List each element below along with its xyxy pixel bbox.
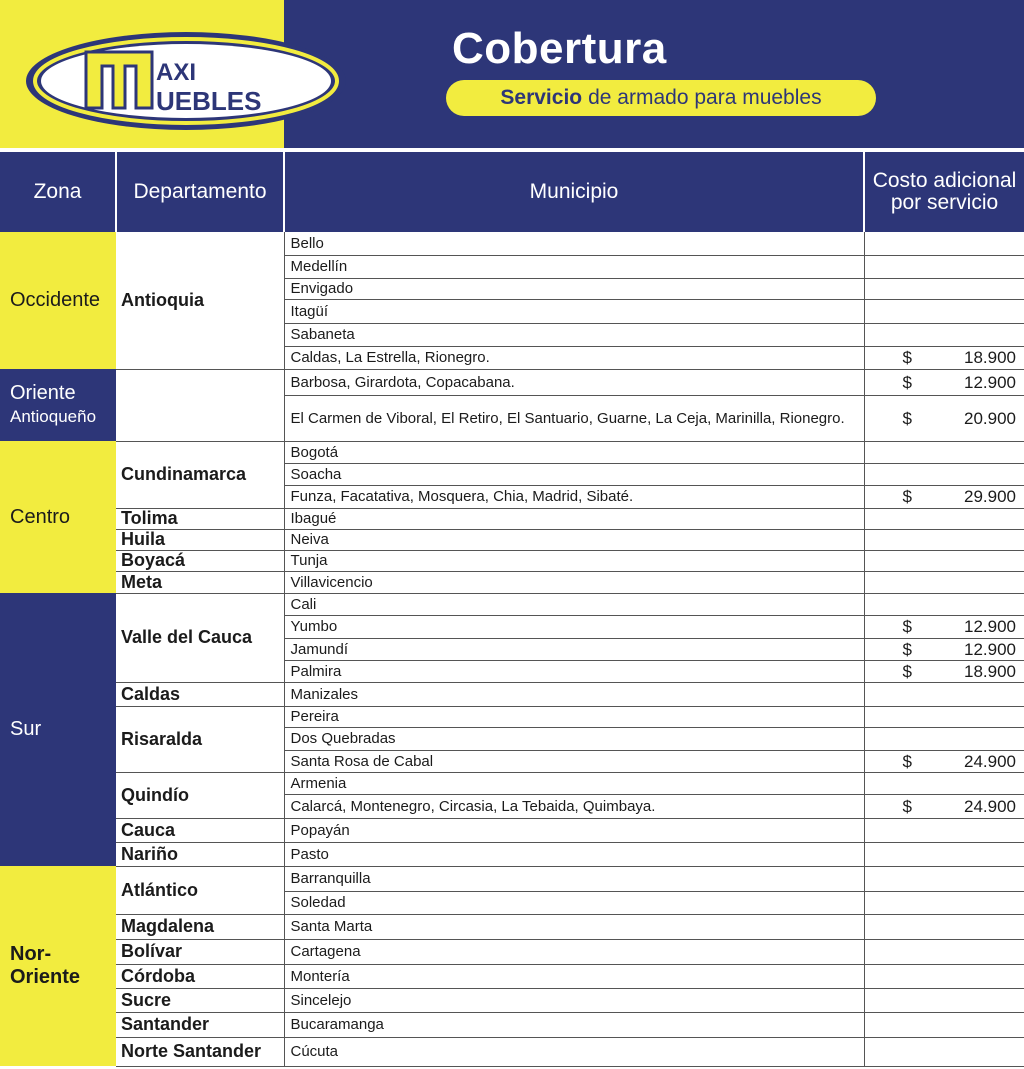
cost-amount: 29.900 bbox=[964, 487, 1016, 506]
cost-cell bbox=[864, 914, 1024, 939]
municipio-cell: Neiva bbox=[284, 529, 864, 550]
cost-cell bbox=[864, 638, 1024, 660]
cost-amount: 20.900 bbox=[964, 408, 1016, 428]
municipio-cell: Barbosa, Girardota, Copacabana. bbox=[284, 369, 864, 395]
table-row bbox=[0, 369, 1024, 395]
municipio-cell: Pasto bbox=[284, 842, 864, 866]
municipio-cell: Soacha bbox=[284, 463, 864, 485]
zone-label: Oriente bbox=[10, 966, 81, 988]
cost-amount: 18.900 bbox=[964, 348, 1016, 367]
cost-cell bbox=[864, 508, 1024, 529]
header-municipio: Municipio bbox=[284, 152, 864, 232]
table-body bbox=[0, 232, 1024, 1066]
cost-value bbox=[903, 798, 1017, 815]
municipio-cell: Popayán bbox=[284, 818, 864, 842]
subtitle-rest: de armado para muebles bbox=[588, 86, 822, 109]
municipio-cell: Palmira bbox=[284, 660, 864, 682]
municipio-cell: Sincelejo bbox=[284, 988, 864, 1012]
departamento-cell: Tolima bbox=[116, 508, 284, 529]
cost-cell bbox=[864, 772, 1024, 794]
departamento-cell: Boyacá bbox=[116, 550, 284, 571]
currency-symbol: $ bbox=[902, 661, 912, 681]
departamento-cell: Sucre bbox=[116, 988, 284, 1012]
municipio-cell: Sabaneta bbox=[284, 323, 864, 346]
zone-cell bbox=[0, 369, 116, 441]
header bbox=[0, 0, 1024, 152]
municipio-cell: Jamundí bbox=[284, 638, 864, 660]
cost-value bbox=[903, 663, 1017, 680]
cost-cell bbox=[864, 485, 1024, 508]
currency-symbol: $ bbox=[902, 408, 912, 428]
cost-value bbox=[903, 753, 1017, 770]
departamento-cell: Magdalena bbox=[116, 914, 284, 939]
municipio-cell: Bogotá bbox=[284, 441, 864, 463]
header-zona: Zona bbox=[0, 152, 116, 232]
currency-symbol: $ bbox=[902, 487, 912, 506]
municipio-cell: Pereira bbox=[284, 706, 864, 727]
zone-label: Sur bbox=[10, 718, 42, 740]
departamento-cell: Atlántico bbox=[116, 866, 284, 914]
header-costo: Costo adicional por servicio bbox=[864, 152, 1024, 232]
table-row bbox=[0, 842, 1024, 866]
currency-symbol: $ bbox=[902, 348, 912, 367]
table-row bbox=[0, 1012, 1024, 1037]
table-row bbox=[0, 818, 1024, 842]
currency-symbol: $ bbox=[902, 372, 912, 392]
departamento-cell: Norte Santander bbox=[116, 1037, 284, 1066]
municipio-cell: Santa Rosa de Cabal bbox=[284, 750, 864, 772]
municipio-cell: Dos Quebradas bbox=[284, 727, 864, 750]
cost-amount: 12.900 bbox=[964, 372, 1016, 392]
zone-label: Oriente bbox=[10, 382, 76, 404]
departamento-cell: Nariño bbox=[116, 842, 284, 866]
table-row bbox=[0, 550, 1024, 571]
cost-amount: 12.900 bbox=[964, 639, 1016, 659]
municipio-cell: Envigado bbox=[284, 278, 864, 299]
cost-cell bbox=[864, 395, 1024, 441]
departamento-cell: Meta bbox=[116, 571, 284, 593]
maxi-muebles-logo bbox=[24, 30, 348, 132]
subtitle-bold: Servicio bbox=[500, 86, 583, 109]
departamento-cell: Risaralda bbox=[116, 706, 284, 772]
cost-cell bbox=[864, 571, 1024, 593]
table-row bbox=[0, 706, 1024, 727]
cost-cell bbox=[864, 682, 1024, 706]
cost-cell bbox=[864, 593, 1024, 615]
currency-symbol: $ bbox=[902, 639, 912, 659]
municipio-cell: Soledad bbox=[284, 891, 864, 914]
table-row bbox=[0, 529, 1024, 550]
header-departamento: Departamento bbox=[116, 152, 284, 232]
departamento-cell: Huila bbox=[116, 529, 284, 550]
zone-cell bbox=[0, 866, 116, 1066]
table-row bbox=[0, 682, 1024, 706]
departamento-cell bbox=[116, 369, 284, 441]
municipio-cell: Bello bbox=[284, 232, 864, 255]
cost-cell bbox=[864, 550, 1024, 571]
cost-cell bbox=[864, 299, 1024, 323]
table-row bbox=[0, 939, 1024, 964]
cost-cell bbox=[864, 988, 1024, 1012]
cost-cell bbox=[864, 818, 1024, 842]
cost-value bbox=[903, 410, 1017, 427]
municipio-cell: Villavicencio bbox=[284, 571, 864, 593]
currency-symbol: $ bbox=[902, 796, 912, 816]
table-row bbox=[0, 571, 1024, 593]
zone-cell bbox=[0, 593, 116, 866]
municipio-cell: Ibagué bbox=[284, 508, 864, 529]
cost-cell bbox=[864, 706, 1024, 727]
municipio-cell: Bucaramanga bbox=[284, 1012, 864, 1037]
departamento-cell: Caldas bbox=[116, 682, 284, 706]
cost-cell bbox=[864, 232, 1024, 255]
cost-value bbox=[903, 349, 1017, 366]
table-row bbox=[0, 964, 1024, 988]
coverage-table bbox=[0, 152, 1024, 1067]
municipio-cell: Itagüí bbox=[284, 299, 864, 323]
cost-cell bbox=[864, 615, 1024, 638]
cost-cell bbox=[864, 794, 1024, 818]
table-row bbox=[0, 914, 1024, 939]
cost-cell bbox=[864, 278, 1024, 299]
table-row bbox=[0, 1037, 1024, 1066]
municipio-cell: Armenia bbox=[284, 772, 864, 794]
cost-value bbox=[903, 641, 1017, 658]
municipio-cell: Medellín bbox=[284, 255, 864, 278]
subtitle-pill bbox=[446, 80, 876, 116]
table-row bbox=[0, 866, 1024, 891]
municipio-cell: Calarcá, Montenegro, Circasia, La Tebaida, Quimbaya. bbox=[284, 794, 864, 818]
departamento-cell: Bolívar bbox=[116, 939, 284, 964]
municipio-cell: Cúcuta bbox=[284, 1037, 864, 1066]
municipio-cell: Caldas, La Estrella, Rionegro. bbox=[284, 346, 864, 369]
municipio-cell: Yumbo bbox=[284, 615, 864, 638]
municipio-cell: Cartagena bbox=[284, 939, 864, 964]
cost-value bbox=[903, 618, 1017, 635]
table-header-row bbox=[0, 152, 1024, 232]
logo-text-top: AXI bbox=[156, 59, 197, 86]
table-row bbox=[0, 772, 1024, 794]
municipio-cell: Montería bbox=[284, 964, 864, 988]
cost-cell bbox=[864, 441, 1024, 463]
departamento-cell: Santander bbox=[116, 1012, 284, 1037]
cost-cell bbox=[864, 346, 1024, 369]
cost-cell bbox=[864, 255, 1024, 278]
municipio-cell: Manizales bbox=[284, 682, 864, 706]
currency-symbol: $ bbox=[902, 751, 912, 771]
cost-cell bbox=[864, 891, 1024, 914]
departamento-cell: Quindío bbox=[116, 772, 284, 818]
departamento-cell: Valle del Cauca bbox=[116, 593, 284, 682]
zone-label: Antioqueño bbox=[10, 407, 97, 426]
departamento-cell: Antioquia bbox=[116, 232, 284, 369]
cost-amount: 24.900 bbox=[964, 751, 1016, 771]
page-title: Cobertura bbox=[452, 24, 667, 73]
municipio-cell: Santa Marta bbox=[284, 914, 864, 939]
departamento-cell: Cundinamarca bbox=[116, 441, 284, 508]
cost-cell bbox=[864, 463, 1024, 485]
cost-cell bbox=[864, 964, 1024, 988]
cost-cell bbox=[864, 866, 1024, 891]
cost-value bbox=[903, 374, 1017, 391]
departamento-cell: Córdoba bbox=[116, 964, 284, 988]
municipio-cell: Funza, Facatativa, Mosquera, Chia, Madrid, Sibaté. bbox=[284, 485, 864, 508]
municipio-cell: Cali bbox=[284, 593, 864, 615]
table-row bbox=[0, 988, 1024, 1012]
cost-cell bbox=[864, 369, 1024, 395]
table-row bbox=[0, 593, 1024, 615]
cost-cell bbox=[864, 660, 1024, 682]
zone-label: Nor- bbox=[10, 943, 52, 965]
cost-amount: 18.900 bbox=[964, 661, 1016, 681]
cost-cell bbox=[864, 529, 1024, 550]
cost-cell bbox=[864, 727, 1024, 750]
logo-text-bottom: UEBLES bbox=[156, 86, 262, 116]
cost-cell bbox=[864, 842, 1024, 866]
cost-cell bbox=[864, 323, 1024, 346]
cost-amount: 24.900 bbox=[964, 796, 1016, 816]
zone-cell bbox=[0, 232, 116, 369]
table-row bbox=[0, 441, 1024, 463]
cost-cell bbox=[864, 1037, 1024, 1066]
zone-cell bbox=[0, 441, 116, 593]
cost-cell bbox=[864, 1012, 1024, 1037]
currency-symbol: $ bbox=[902, 617, 912, 636]
departamento-cell: Cauca bbox=[116, 818, 284, 842]
cost-amount: 12.900 bbox=[964, 617, 1016, 636]
table-row bbox=[0, 232, 1024, 255]
zone-label: Occidente bbox=[10, 289, 101, 311]
cost-cell bbox=[864, 750, 1024, 772]
table-row bbox=[0, 508, 1024, 529]
municipio-cell: Barranquilla bbox=[284, 866, 864, 891]
zone-label: Centro bbox=[10, 505, 71, 528]
cost-cell bbox=[864, 939, 1024, 964]
municipio-cell: Tunja bbox=[284, 550, 864, 571]
cost-value bbox=[903, 488, 1017, 505]
municipio-cell: El Carmen de Viboral, El Retiro, El Santuario, Guarne, La Ceja, Marinilla, Rionegro. bbox=[284, 395, 864, 441]
